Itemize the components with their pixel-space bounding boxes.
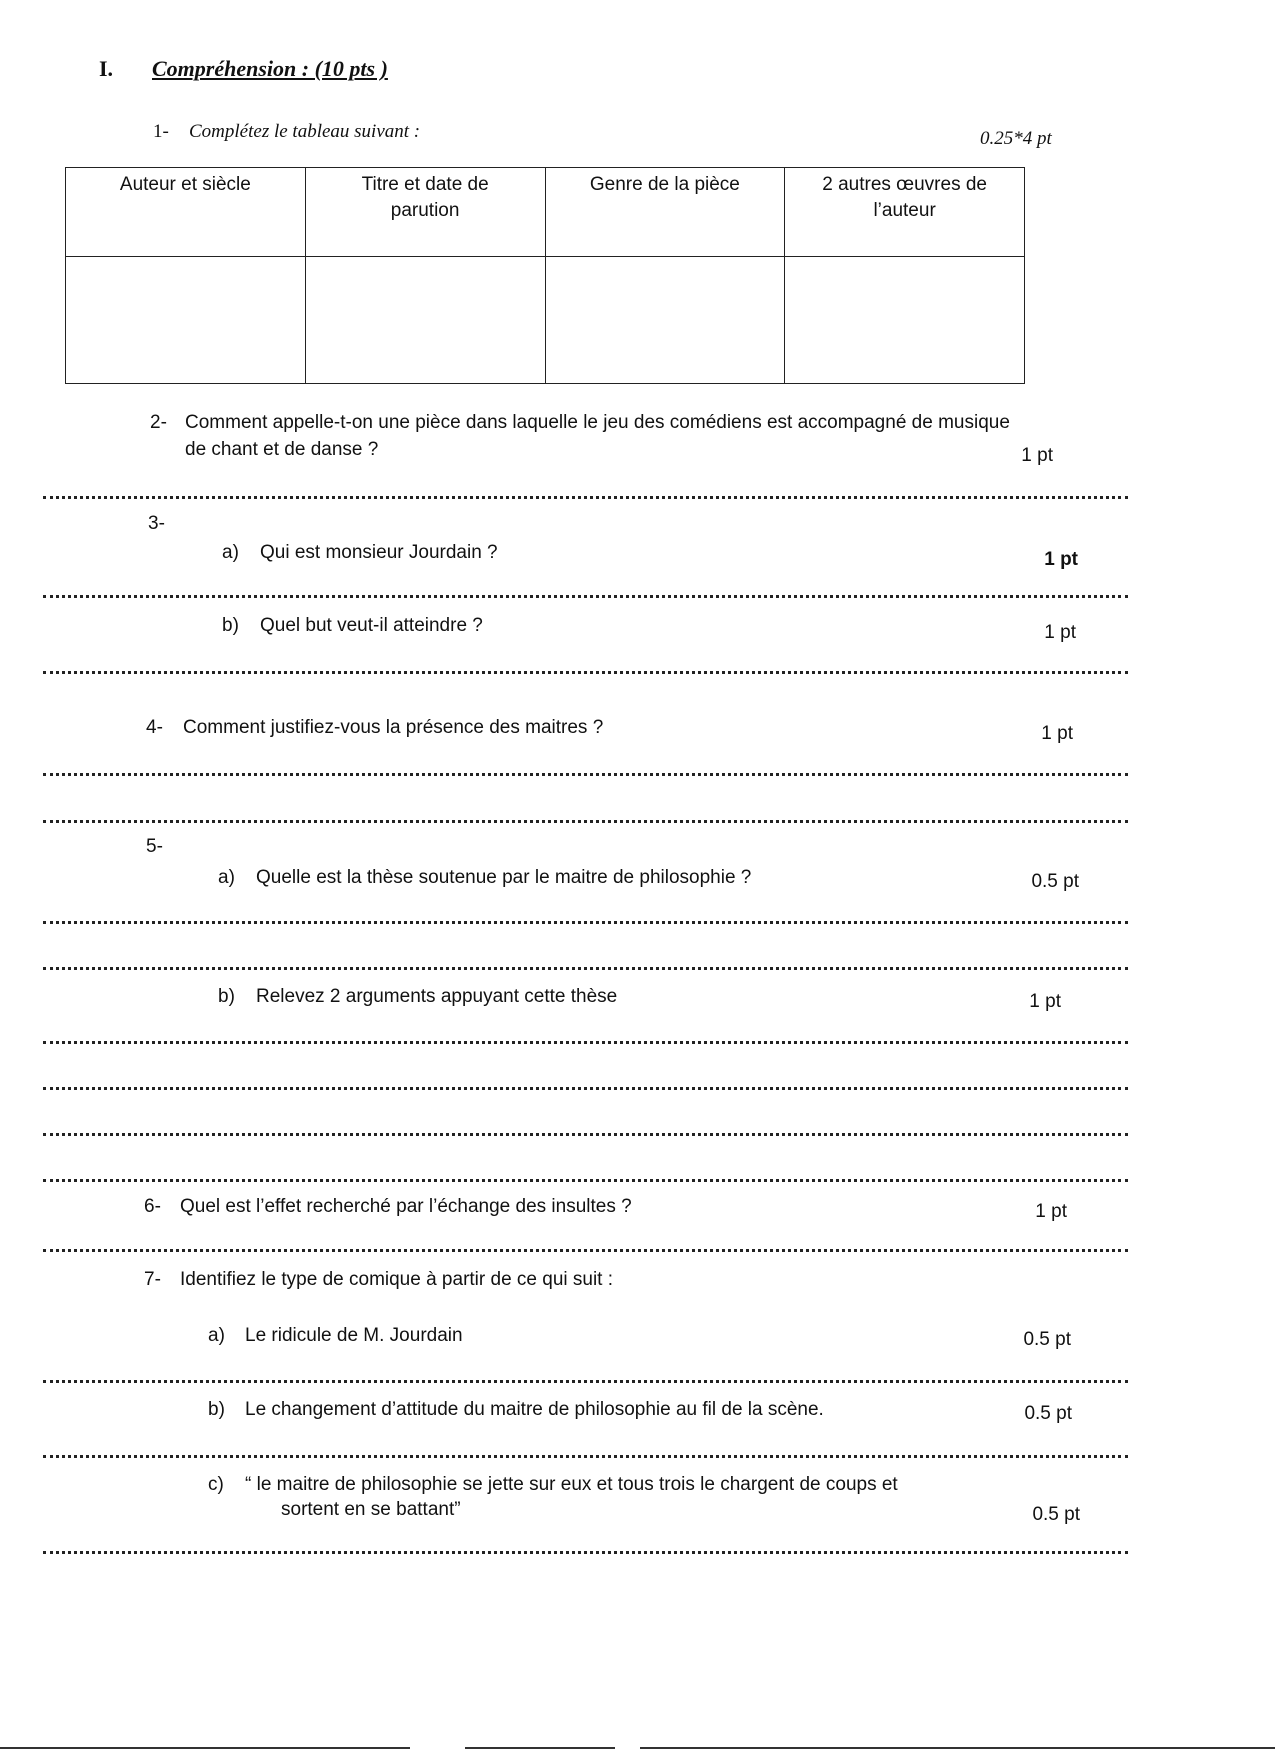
q1-points: 0.25*4 pt [980, 128, 1052, 149]
q7b-text: Le changement d’attitude du maitre de philosophie au fil de la scène. [245, 1399, 824, 1420]
q4-text: Comment justifiez-vous la présence des maitres ? [183, 717, 604, 738]
table-header-row [66, 168, 1025, 257]
answer-line[interactable] [43, 1179, 1128, 1182]
q6-points: 1 pt [1035, 1201, 1067, 1222]
q2-points: 1 pt [1021, 445, 1053, 466]
answer-line[interactable] [43, 1249, 1128, 1252]
q2-number: 2- [150, 412, 167, 433]
footer-rule [465, 1747, 615, 1749]
q3b-points: 1 pt [1044, 622, 1076, 643]
q5b-letter: b) [218, 986, 235, 1007]
q5b-text: Relevez 2 arguments appuyant cette thèse [256, 986, 618, 1007]
answer-line[interactable] [43, 496, 1128, 499]
q1-text: Complétez le tableau suivant : [189, 121, 421, 142]
table-cell-author[interactable] [66, 257, 306, 384]
q7c-points: 0.5 pt [1032, 1504, 1080, 1525]
table-cell-genre[interactable] [545, 257, 785, 384]
table-header-author: Auteur et siècle [66, 168, 306, 257]
q3a-text: Qui est monsieur Jourdain ? [260, 542, 498, 563]
table-header-title: Titre et date de parution [305, 168, 545, 257]
q7c-text-line2: sortent en se battant” [281, 1499, 461, 1520]
answer-line[interactable] [43, 671, 1128, 674]
q3b-letter: b) [222, 615, 239, 636]
q4-number: 4- [146, 717, 163, 738]
answer-line[interactable] [43, 1041, 1128, 1044]
answer-line[interactable] [43, 595, 1128, 598]
q7a-letter: a) [208, 1325, 225, 1346]
footer-rule [640, 1747, 1275, 1749]
table-cell-other-works[interactable] [785, 257, 1025, 384]
answer-line[interactable] [43, 1087, 1128, 1090]
q6-number: 6- [144, 1196, 161, 1217]
q3a-points: 1 pt [1044, 549, 1078, 570]
answer-line[interactable] [43, 1133, 1128, 1136]
footer-rule [0, 1747, 410, 1749]
q6-text: Quel est l’effet recherché par l’échange des insultes ? [180, 1196, 632, 1217]
answer-line[interactable] [43, 967, 1128, 970]
answer-line[interactable] [43, 1551, 1128, 1554]
answer-line[interactable] [43, 921, 1128, 924]
q1-number: 1- [153, 121, 169, 142]
section-number: I. [99, 56, 114, 81]
q5a-text: Quelle est la thèse soutenue par le maitre de philosophie ? [256, 867, 752, 888]
answer-line[interactable] [43, 1455, 1128, 1458]
q7b-points: 0.5 pt [1024, 1403, 1072, 1424]
q7a-text: Le ridicule de M. Jourdain [245, 1325, 463, 1346]
q7c-text-line1: “ le maitre de philosophie se jette sur eux et tous trois le chargent de coups et [245, 1474, 898, 1495]
q5a-points: 0.5 pt [1031, 871, 1079, 892]
q5-number: 5- [146, 836, 163, 857]
q7-text: Identifiez le type de comique à partir de ce qui suit : [180, 1269, 614, 1290]
q5b-points: 1 pt [1029, 991, 1061, 1012]
completion-table [65, 167, 1025, 384]
table-header-genre: Genre de la pièce [545, 168, 785, 257]
section-title: Compréhension : (10 pts ) [152, 56, 388, 81]
q2-text-line1: Comment appelle-t-on une pièce dans laquelle le jeu des comédiens est accompagné de musique [185, 412, 1010, 433]
table-header-other-works: 2 autres œuvres de l’auteur [785, 168, 1025, 257]
q3b-text: Quel but veut-il atteindre ? [260, 615, 483, 636]
q3-number: 3- [148, 513, 165, 534]
q7c-letter: c) [208, 1474, 224, 1495]
table-answer-row [66, 257, 1025, 384]
answer-line[interactable] [43, 820, 1128, 823]
q7b-letter: b) [208, 1399, 225, 1420]
q7-number: 7- [144, 1269, 161, 1290]
q5a-letter: a) [218, 867, 235, 888]
answer-line[interactable] [43, 1380, 1128, 1383]
q2-text-line2: de chant et de danse ? [185, 439, 379, 460]
answer-line[interactable] [43, 773, 1128, 776]
q7a-points: 0.5 pt [1023, 1329, 1071, 1350]
q4-points: 1 pt [1041, 723, 1073, 744]
q3a-letter: a) [222, 542, 239, 563]
table-cell-title[interactable] [305, 257, 545, 384]
